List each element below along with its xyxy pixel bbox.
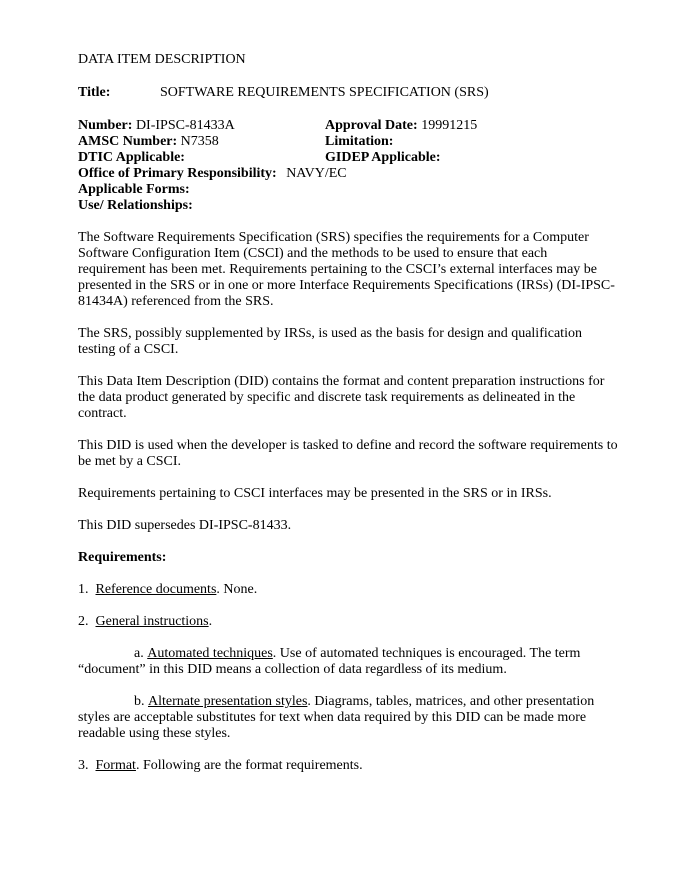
paragraph-srs-description: The Software Requirements Specification (SRS) specifies the requirements for a Computer Software Configuration Item (CSCI) and the methods to be used to ensure that each requirement has been met. Requirements pertaining to the CSCI’s external interfaces may be presented in the SRS or in one or more Interface Requirements Specifications (IRSs) (DI-IPSC-81434A) referenced from the SRS. [78,230,615,309]
paragraph-did-use: This DID is used when the developer is tasked to define and record the software requirements to be met by a CSCI. [78,438,618,469]
office-value: NAVY/EC [286,166,347,181]
requirement-item-2b [78,694,618,742]
meta-row-office [78,166,618,182]
title-row [78,85,618,101]
title-value: SOFTWARE REQUIREMENTS SPECIFICATION (SRS) [160,85,489,100]
meta-row-forms [78,182,618,198]
item-text: . Following are the format requirements. [135,758,363,773]
requirement-item-2 [78,614,618,630]
item-title: Automated techniques [147,646,273,661]
requirement-item-2a [78,646,618,678]
item-title: Reference documents [95,582,217,597]
gidep-applicable-label: GIDEP Applicable: [325,150,441,165]
requirement-item-1 [78,582,618,598]
item-text: . Diagrams, tables, matrices, and other presentation styles are acceptable substitutes for text when data required by this DID can be made more readable using these styles. [78,694,595,741]
amsc-number-label: AMSC Number: [78,134,178,149]
use-relationships-label: Use/ Relationships: [78,198,193,213]
meta-row-use [78,198,618,214]
paragraph-srs-usage: The SRS, possibly supplemented by IRSs, is used as the basis for design and qualification testing of a CSCI. [78,326,582,357]
applicable-forms-label: Applicable Forms: [78,182,190,197]
item-title: Alternate presentation styles [148,694,308,709]
title-label: Title: [78,85,111,100]
document-page [78,52,618,790]
amsc-number-value: N7358 [180,134,219,149]
meta-row-number [78,118,618,134]
approval-date-value: 19991215 [421,118,478,133]
item-title: General instructions [95,614,209,629]
meta-row-dtic [78,150,618,166]
item-text: . Use of automated techniques is encouraged. The term “document” in this DID means a collection of data regardless of its medium. [78,646,581,677]
item-number: 2. [78,614,89,629]
item-letter: a. [134,646,144,661]
meta-row-amsc [78,134,618,150]
metadata-block [78,118,618,214]
item-number: 1. [78,582,89,597]
office-label: Office of Primary Responsibility: [78,166,277,181]
paragraph-supersedes: This DID supersedes DI-IPSC-81433. [78,518,292,533]
item-title: Format [95,758,136,773]
paragraph-interface-requirements: Requirements pertaining to CSCI interfaces may be presented in the SRS or in IRSs. [78,486,552,501]
item-number: 3. [78,758,89,773]
item-text: . [208,614,213,629]
number-label: Number: [78,118,133,133]
document-header: DATA ITEM DESCRIPTION [78,52,246,67]
item-letter: b. [134,694,145,709]
approval-date-label: Approval Date: [325,118,418,133]
paragraph-did-contents: This Data Item Description (DID) contains the format and content preparation instructions for the data product generated by specific and discrete task requirements as delineated in the contract. [78,374,605,421]
item-text: . None. [216,582,258,597]
requirement-item-3 [78,758,618,774]
dtic-applicable-label: DTIC Applicable: [78,150,185,165]
requirements-heading: Requirements: [78,550,167,565]
number-value: DI-IPSC-81433A [135,118,235,133]
limitation-label: Limitation: [325,134,394,149]
